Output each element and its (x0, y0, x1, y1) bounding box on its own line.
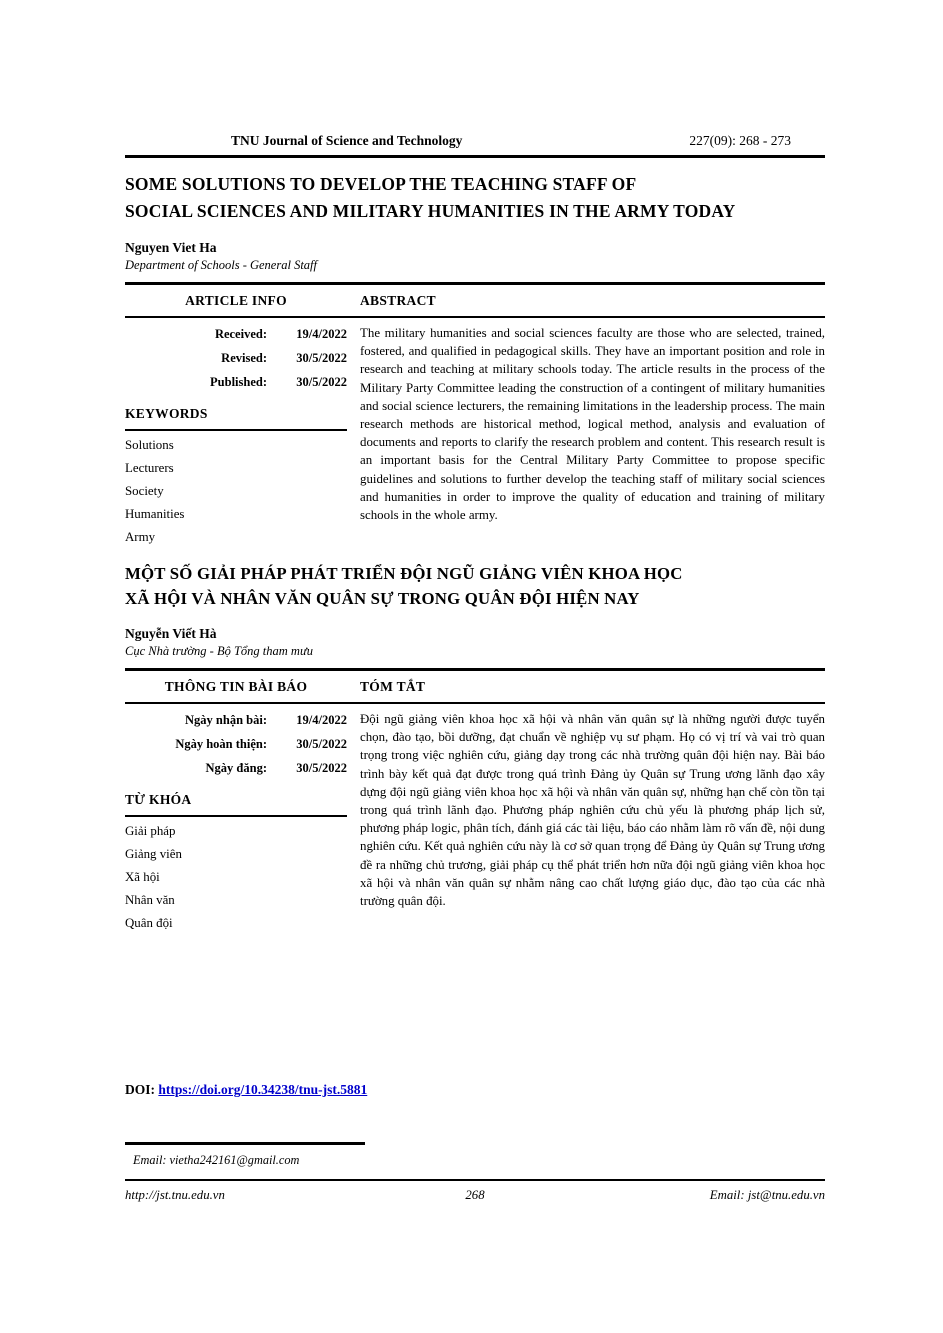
info-label-revised: Revised: (221, 351, 267, 365)
paper-title-vi-line2: XÃ HỘI VÀ NHÂN VĂN QUÂN SỰ TRONG QUÂN ĐỘI HIỆN NAY (125, 589, 640, 608)
abstract-text-en: The military humanities and social sciences faculty are those who are selected, trained, fostered, and qualified in pedagogical skills. They have an important position and role in research and teaching at military schools today. The article results in the process of the Military Party Committee leading the construction of a contingent of military humanities and social science lecturers, the remaining limitations in the leadership process. The main research methods are historical method, logical method, analysis and evaluation of documents and reports to clarify the research problem and content. This research result is an important basis for the Central Military Party Committee to propose specific guidelines and solutions to further develop the teaching staff of military social sciences and humanities in order to improve the quality of education and training of military schools in the whole army. (360, 326, 825, 523)
info-label-ngay-nhan-bai: Ngày nhận bài: (185, 713, 267, 727)
keyword-item-vi: Xã hội (125, 869, 160, 884)
footer-rule (125, 1179, 825, 1181)
article-info-table-en (125, 285, 825, 546)
info-value-ngay-nhan-bai: 19/4/2022 (296, 713, 347, 727)
abstract-header-vi: TÓM TẮT (360, 679, 426, 694)
footnote-rule (125, 1142, 365, 1145)
article-info-table-vi (125, 671, 825, 932)
author-vi: Nguyễn Viết Hà (125, 626, 217, 641)
info-value-published: 30/5/2022 (296, 375, 347, 389)
article-info-header-vi: THÔNG TIN BÀI BÁO (164, 679, 308, 694)
abstract-header-en: ABSTRACT (360, 293, 436, 308)
keyword-item-vi: Giải pháp (125, 823, 176, 838)
info-label-received: Received: (214, 327, 267, 341)
keyword-item-vi: Giảng viên (125, 846, 182, 861)
keyword-item: Solutions (125, 437, 174, 452)
journal-title: TNU Journal of Science and Technology (231, 133, 463, 148)
footnote-email: Email: vietha242161@gmail.com (133, 1152, 300, 1167)
paper-title-en (125, 171, 825, 225)
doi-label: DOI: (125, 1082, 155, 1097)
info-value-revised: 30/5/2022 (296, 351, 347, 365)
footer (125, 1188, 825, 1203)
article-info-header-en: ARTICLE INFO (185, 293, 287, 308)
keyword-item: Army (125, 529, 156, 544)
journal-header (125, 0, 825, 149)
info-row-published (125, 375, 347, 390)
keyword-item-vi: Quân đội (125, 915, 173, 930)
paper-title-vi-line1: MỘT SỐ GIẢI PHÁP PHÁT TRIỂN ĐỘI NGŨ GIẢNG VIÊN KHOA HỌC (125, 564, 683, 583)
footer-email: Email: jst@tnu.edu.vn (709, 1187, 825, 1202)
info-value-ngay-hoan-thien: 30/5/2022 (296, 737, 347, 751)
paper-title-vi (125, 561, 825, 611)
article-info-column-en (125, 318, 347, 546)
doi-line (125, 1082, 825, 1098)
info-row-ngay-hoan-thien (125, 737, 347, 752)
info-label-ngay-dang: Ngày đăng: (205, 761, 267, 775)
header-rule (125, 155, 825, 158)
affiliation-en: Department of Schools - General Staff (125, 258, 317, 272)
info-label-ngay-hoan-thien: Ngày hoàn thiện: (175, 737, 267, 751)
keyword-item-vi: Nhân văn (125, 892, 175, 907)
article-info-column-vi (125, 704, 347, 932)
keywords-header-en: KEYWORDS (125, 406, 347, 431)
info-row-ngay-dang (125, 761, 347, 776)
info-value-ngay-dang: 30/5/2022 (296, 761, 347, 775)
info-row-received (125, 327, 347, 342)
abstract-column-vi (360, 704, 825, 932)
affiliation-vi: Cục Nhà trường - Bộ Tổng tham mưu (125, 644, 314, 658)
keywords-header-vi: TỪ KHÓA (125, 792, 347, 817)
footer-website: http://jst.tnu.edu.vn (125, 1187, 225, 1202)
info-label-published: Published: (210, 375, 267, 389)
abstract-column-en (360, 318, 825, 546)
paper-title-en-line1: SOME SOLUTIONS TO DEVELOP THE TEACHING STAFF OF (125, 174, 637, 194)
keyword-item: Society (125, 483, 164, 498)
info-row-ngay-nhan-bai (125, 713, 347, 728)
abstract-text-vi: Đội ngũ giảng viên khoa học xã hội và nhân văn quân sự là những người được tuyển chọn, đào tạo, bồi dưỡng, đạt chuẩn về nghiệp vụ sư phạm. Họ có vị trí và vai trò quan trọng trong việc nghiên cứu, giảng dạy trong các nhà trường quân đội hiện nay. Bài báo trình bày kết quả đạt được trong quá trình Đảng ủy Quân sự Trung ương lãnh đạo xây dựng đội ngũ giảng viên khoa học xã hội và nhân văn quân sự, những hạn chế còn tồn tại trong quá trình lãnh đạo. Phương pháp nghiên cứu chủ yếu là phương pháp lịch sử, phương pháp logic, phân tích, đánh giá các tài liệu, báo cáo nhằm làm rõ vấn đề, nội dung nghiên cứu. Kết quả nghiên cứu này là cơ sở quan trọng để Đảng ủy Quân sự Trung ương đề ra những chủ trương, giải pháp cụ thể phát triển hơn nữa đội ngũ giảng viên khoa học xã hội và nhân văn quân sự nhằm nâng cao chất lượng giáo dục, đào tạo của các nhà trường quân đội. (360, 712, 825, 909)
keyword-item: Lecturers (125, 460, 174, 475)
author-en: Nguyen Viet Ha (125, 240, 217, 255)
footer-page-number: 268 (465, 1187, 485, 1202)
keyword-item: Humanities (125, 506, 185, 521)
issue-info: 227(09): 268 - 273 (689, 133, 791, 148)
doi-link[interactable]: https://doi.org/10.34238/tnu-jst.5881 (158, 1082, 368, 1097)
paper-title-en-line2: SOCIAL SCIENCES AND MILITARY HUMANITIES IN THE ARMY TODAY (125, 201, 736, 221)
info-row-revised (125, 351, 347, 366)
info-value-received: 19/4/2022 (296, 327, 347, 341)
